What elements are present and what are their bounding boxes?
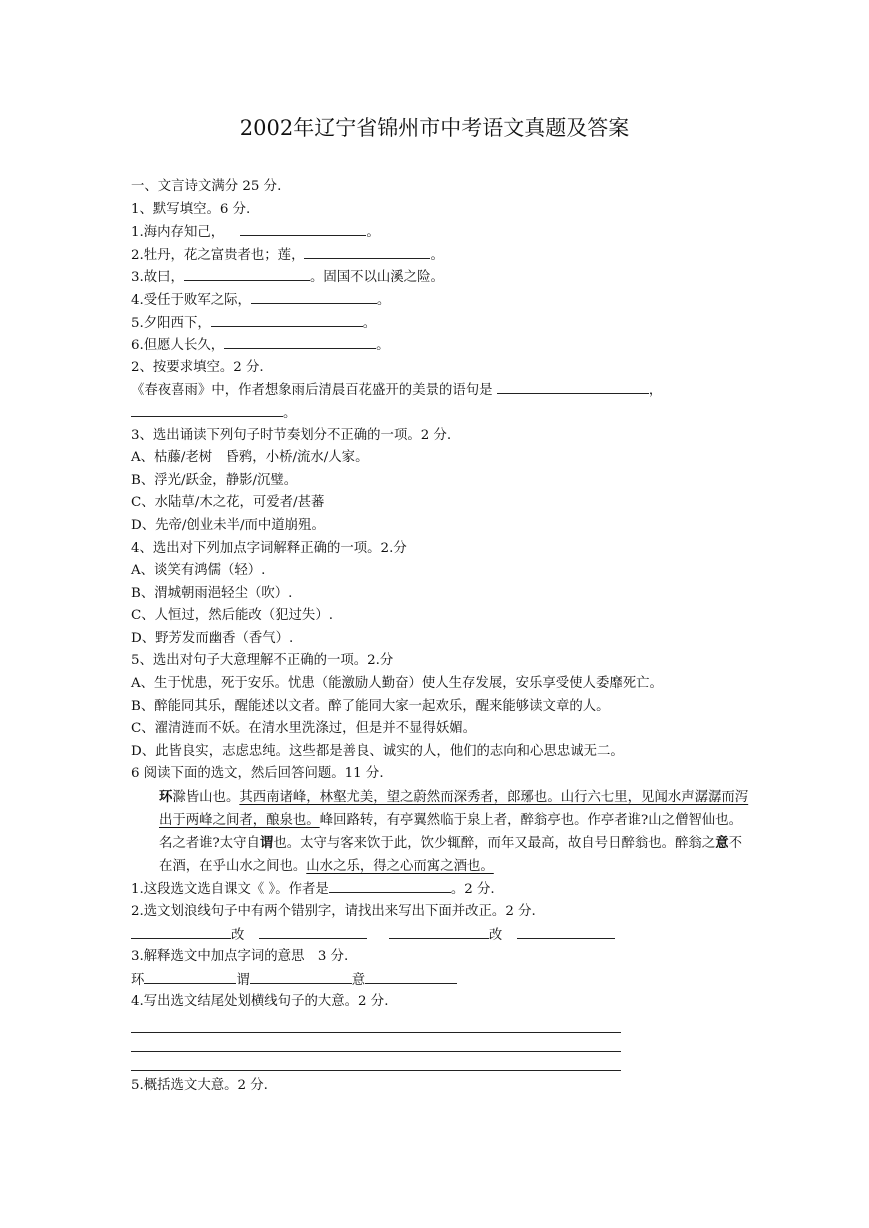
sub-question-2-answers: 改 改 <box>131 924 751 947</box>
answer-line[interactable] <box>131 1037 621 1052</box>
question-5: 5、选出对句子大意理解不正确的一项。2.分 <box>131 653 394 669</box>
sub-question-1: 1.这段选文选自课文《 》。作者是 。2 分. <box>131 878 751 901</box>
question-2-prompt-cont: 。 <box>131 402 751 425</box>
option-d: D、先帝/创业未半/而中道崩殂。 <box>131 517 325 533</box>
answer-blank[interactable] <box>211 312 363 327</box>
sub-question-4: 4.写出选文结尾处划横线句子的大意。2 分. <box>131 994 389 1010</box>
option-c: C、人恒过，然后能改（犯过失）. <box>131 608 333 624</box>
answer-blank[interactable] <box>131 402 283 417</box>
question-1: 1、默写填空。6 分. <box>131 201 251 217</box>
option-b: B、浮光/跃金，静影/沉璧。 <box>131 472 298 488</box>
question-2: 2、按要求填空。2 分. <box>131 359 264 375</box>
answer-blank[interactable] <box>251 289 377 304</box>
fill-line-6: 6.但愿人长久， 。 <box>131 334 751 357</box>
answer-blank[interactable] <box>304 244 430 259</box>
sub-question-3: 3.解释选文中加点字词的意思 3 分. <box>131 949 349 965</box>
question-2-prompt: 《春夜喜雨》中，作者想象雨后清晨百花盛开的美景的语句是 ， <box>131 379 751 402</box>
option-a: A、枯藤/老树 昏鸦，小桥/流水/人家。 <box>131 450 369 466</box>
fill-line-5: 5.夕阳西下， 。 <box>131 312 751 335</box>
answer-line[interactable] <box>131 1018 621 1033</box>
section-header: 一、文言诗文满分 25 分. <box>131 179 282 194</box>
page-title: 2002年辽宁省锦州市中考语文真题及答案 <box>239 116 630 140</box>
answer-blank[interactable] <box>259 924 367 939</box>
answer-blank[interactable] <box>497 379 649 394</box>
underlined-final-sentence: 山水之乐，得之心而寓之酒也。 <box>306 858 494 874</box>
answer-blank[interactable] <box>240 221 366 236</box>
option-c: C、水陆草/木之花，可爱者/甚蕃 <box>131 495 325 511</box>
option-b: B、渭城朝雨浥轻尘（吹）. <box>131 585 293 601</box>
sub-question-3-answers: 环 谓 意 <box>131 969 751 992</box>
option-b: B、醉能同其乐，醒能述以文者。醉了能同大家一起欢乐，醒来能够读文章的人。 <box>131 698 610 714</box>
fill-line-1: 1.海内存知己， 。 <box>131 221 751 244</box>
answer-blank[interactable] <box>184 266 310 281</box>
answer-blank[interactable] <box>389 924 489 939</box>
underlined-wavy-sentence: 其西南诸峰，林壑尤美，望之蔚然而深秀者，郎琊也。山行六七里，见闻水声潺潺而泻出于两峰之间者，酿泉也。 <box>159 790 749 828</box>
option-d: D、野芳发而幽香（香气）. <box>131 630 294 646</box>
sub-question-2: 2.选文划浪线句子中有两个错别字，请找出来写出下面并改正。2 分. <box>131 904 536 919</box>
fill-line-4: 4.受任于败军之际， 。 <box>131 289 751 312</box>
answer-blank[interactable] <box>517 924 615 939</box>
section-classical-chinese <box>131 176 751 1098</box>
option-c: C、濯清涟而不妖。在清水里洗涤过，但是并不显得妖媚。 <box>131 721 477 737</box>
question-3: 3、选出诵读下列句子时节奏划分不正确的一项。2 分. <box>131 427 452 443</box>
answer-blank[interactable] <box>329 878 451 893</box>
reading-passage: 环滁皆山也。其西南诸峰，林壑尤美，望之蔚然而深秀者，郎琊也。山行六七里，见闻水声潺潺而泻出于两峰之间者，酿泉也。峰回路转，有亭翼然临于泉上者，醉翁亭也。作亭者谁?山之僧智仙也。名之者谁?太守自谓也。太守与客来饮于此，饮少辄醉，而年又最高，故自号日醉翁也。醉翁之意不在酒，在乎山水之间也。山水之乐，得之心而寓之酒也。 <box>159 789 749 874</box>
question-4: 4、选出对下列加点字词解释正确的一项。2.分 <box>131 540 407 556</box>
sub-question-5: 5.概括选文大意。2 分. <box>131 1077 268 1093</box>
question-6: 6 阅读下面的选文，然后回答问题。11 分. <box>131 766 384 782</box>
answer-blank[interactable] <box>250 969 352 984</box>
option-d: D、此皆良实，志虑忠纯。这些都是善良、诚实的人，他们的志向和心思忠诚无二。 <box>131 743 624 759</box>
answer-blank[interactable] <box>131 924 231 939</box>
answer-blank[interactable] <box>224 334 376 349</box>
answer-line[interactable] <box>131 1056 621 1071</box>
fill-line-3: 3.故曰， 。固国不以山溪之险。 <box>131 266 751 289</box>
fill-line-2: 2.牡丹，花之富贵者也；莲， 。 <box>131 244 751 267</box>
answer-blank[interactable] <box>365 969 457 984</box>
option-a: A、谈笑有鸿儒（轻）. <box>131 563 266 579</box>
option-a: A、生于忧患，死于安乐。忧患（能激励人勤奋）使人生存发展，安乐享受使人委靡死亡。 <box>131 676 663 692</box>
answer-blank[interactable] <box>144 969 236 984</box>
